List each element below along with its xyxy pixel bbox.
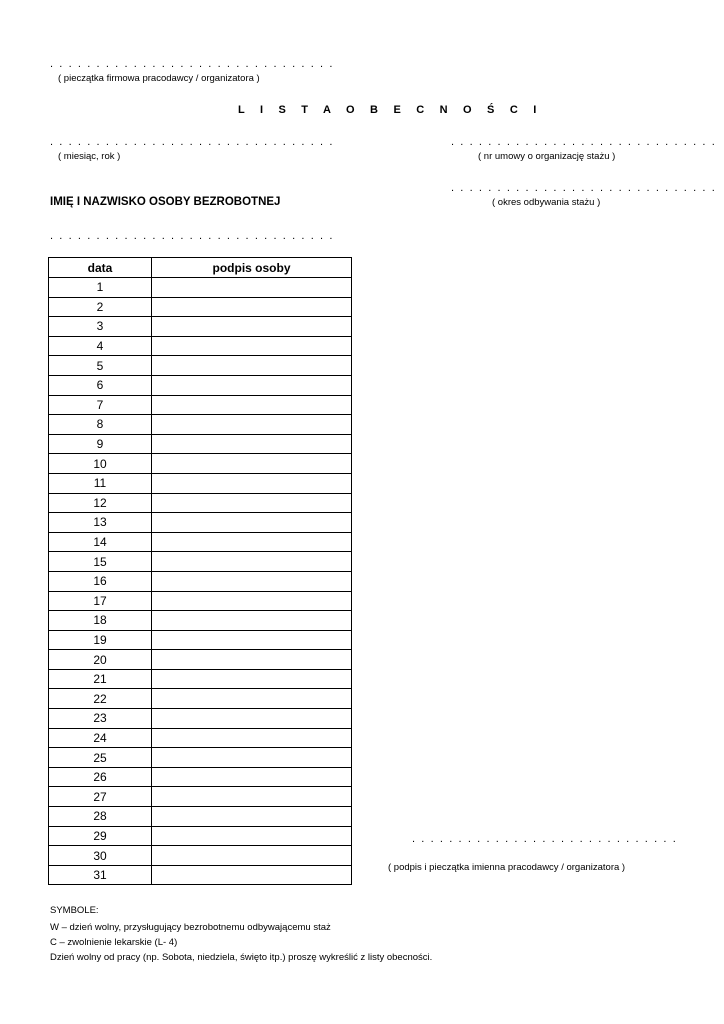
signature-cell[interactable] [152,767,352,787]
day-number: 12 [49,493,152,513]
table-row [49,571,352,591]
signature-cell[interactable] [152,865,352,885]
day-number: 30 [49,846,152,866]
month-label: ( miesiąc, rok ) [58,151,121,162]
table-row [49,669,352,689]
table-row [49,513,352,533]
day-number: 23 [49,709,152,729]
day-number: 7 [49,395,152,415]
day-number: 9 [49,434,152,454]
table-row [49,434,352,454]
signature-cell[interactable] [152,473,352,493]
day-number: 11 [49,473,152,493]
symbol-line-c: C – zwolnienie lekarskie (L- 4) [50,937,178,948]
signature-cell[interactable] [152,571,352,591]
symbol-line-note: Dzień wolny od pracy (np. Sobota, niedziela, święto itp.) proszę wykreślić z listy obecności. [50,952,433,963]
signature-cell[interactable] [152,709,352,729]
table-row [49,748,352,768]
day-number: 22 [49,689,152,709]
table-row [49,709,352,729]
day-number: 14 [49,532,152,552]
table-row [49,767,352,787]
table-row [49,865,352,885]
table-row [49,532,352,552]
table-row [49,552,352,572]
signature-cell[interactable] [152,493,352,513]
name-heading: IMIĘ I NAZWISKO OSOBY BEZROBOTNEJ [50,196,281,208]
table-row [49,356,352,376]
signature-cell[interactable] [152,532,352,552]
signature-cell[interactable] [152,454,352,474]
table-header-row [49,258,352,278]
table-row [49,336,352,356]
day-number: 31 [49,865,152,885]
day-number: 15 [49,552,152,572]
header-date: data [49,258,152,278]
period-label: ( okres odbywania stażu ) [492,197,601,208]
day-number: 6 [49,375,152,395]
day-number: 28 [49,807,152,827]
day-number: 4 [49,336,152,356]
month-dots: . . . . . . . . . . . . . . . . . . . . . . . . . . . . . . . [50,136,335,148]
day-number: 20 [49,650,152,670]
day-number: 10 [49,454,152,474]
signature-cell[interactable] [152,415,352,435]
name-dots: . . . . . . . . . . . . . . . . . . . . . . . . . . . . . . . [50,230,335,242]
day-number: 18 [49,611,152,631]
day-number: 26 [49,767,152,787]
signature-cell[interactable] [152,630,352,650]
signature-cell[interactable] [152,297,352,317]
symbols-heading: SYMBOLE: [50,905,99,916]
table-row [49,493,352,513]
day-number: 29 [49,826,152,846]
table-row [49,297,352,317]
table-row [49,689,352,709]
signature-cell[interactable] [152,787,352,807]
day-number: 1 [49,278,152,298]
signature-cell[interactable] [152,591,352,611]
stamp-dots: . . . . . . . . . . . . . . . . . . . . . . . . . . . . . . . [50,58,335,70]
signature-cell[interactable] [152,375,352,395]
day-number: 25 [49,748,152,768]
table-row [49,728,352,748]
day-number: 19 [49,630,152,650]
period-dots: . . . . . . . . . . . . . . . . . . . . . . . . . . . . . [451,182,717,194]
day-number: 2 [49,297,152,317]
signature-cell[interactable] [152,356,352,376]
table-row [49,591,352,611]
signature-cell[interactable] [152,807,352,827]
day-number: 13 [49,513,152,533]
table-row [49,846,352,866]
table-row [49,395,352,415]
day-number: 8 [49,415,152,435]
signature-cell[interactable] [152,278,352,298]
signature-dots: . . . . . . . . . . . . . . . . . . . . . . . . . . . . . [412,833,678,845]
signature-cell[interactable] [152,689,352,709]
table-row [49,650,352,670]
table-row [49,317,352,337]
table-row [49,630,352,650]
table-row [49,611,352,631]
signature-cell[interactable] [152,669,352,689]
table-row [49,473,352,493]
signature-cell[interactable] [152,728,352,748]
signature-label: ( podpis i pieczątka imienna pracodawcy / organizatora ) [388,862,626,873]
table-row [49,415,352,435]
table-row [49,807,352,827]
day-number: 27 [49,787,152,807]
page-title: L I S T A O B E C N O Ś C I [238,104,543,116]
table-row [49,454,352,474]
day-number: 17 [49,591,152,611]
stamp-label: ( pieczątka firmowa pracodawcy / organizatora ) [58,73,260,84]
day-number: 3 [49,317,152,337]
signature-cell[interactable] [152,552,352,572]
day-number: 16 [49,571,152,591]
table-row [49,826,352,846]
attendance-table [48,257,352,885]
contract-dots: . . . . . . . . . . . . . . . . . . . . . . . . . . . . . [451,136,717,148]
header-signature: podpis osoby [152,258,352,278]
day-number: 5 [49,356,152,376]
signature-cell[interactable] [152,317,352,337]
signature-cell[interactable] [152,611,352,631]
table-row [49,787,352,807]
contract-label: ( nr umowy o organizację stażu ) [478,151,616,162]
signature-cell[interactable] [152,826,352,846]
signature-cell[interactable] [152,846,352,866]
signature-cell[interactable] [152,650,352,670]
symbol-line-w: W – dzień wolny, przysługujący bezrobotnemu odbywającemu staż [50,922,331,933]
signature-cell[interactable] [152,336,352,356]
table-row [49,278,352,298]
signature-cell[interactable] [152,395,352,415]
signature-cell[interactable] [152,748,352,768]
table-row [49,375,352,395]
signature-cell[interactable] [152,513,352,533]
signature-cell[interactable] [152,434,352,454]
day-number: 24 [49,728,152,748]
day-number: 21 [49,669,152,689]
